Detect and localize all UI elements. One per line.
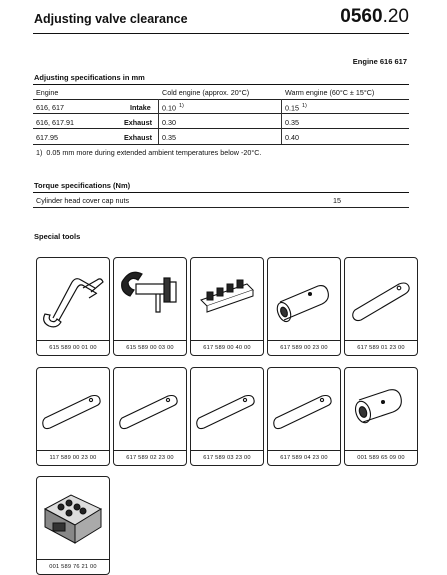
table-rule <box>33 192 409 193</box>
open-end-wrench-icon <box>116 260 184 340</box>
footnote-text: 0.05 mm more during extended ambient temperatures below -20°C. <box>46 148 262 157</box>
tool-card <box>113 257 187 356</box>
tool-card <box>344 257 418 356</box>
tool-card <box>113 367 187 466</box>
row-engine: 617.95 <box>36 133 58 142</box>
part-number: 117 589 00 23 00 <box>37 450 109 465</box>
col-header-warm: Warm engine (60°C ± 15°C) <box>285 88 375 97</box>
table-rule <box>33 99 409 100</box>
table-divider <box>281 99 282 144</box>
part-number: 617 589 00 40 00 <box>191 340 263 355</box>
part-number: 617 589 00 23 00 <box>268 340 340 355</box>
special-tools-title: Special tools <box>34 232 81 241</box>
valve-block-fixture-icon <box>193 260 261 340</box>
flat-wrench-icon <box>116 370 184 450</box>
page-code-main: 0560 <box>340 6 383 27</box>
flat-wrench-icon <box>193 370 261 450</box>
row-warm-value: 0.40 <box>285 133 299 142</box>
col-header-cold: Cold engine (approx. 20°C) <box>162 88 250 97</box>
engine-label: Engine 616 617 <box>352 57 407 66</box>
table-divider <box>158 99 159 144</box>
part-number: 617 589 01 23 00 <box>345 340 417 355</box>
tool-card <box>190 257 264 356</box>
row-cold-value: 0.30 <box>162 118 176 127</box>
page-code <box>340 6 409 28</box>
socket-icon <box>270 260 338 340</box>
header-rule <box>33 33 409 34</box>
footnote-ref: 1) <box>179 103 184 109</box>
tool-card <box>36 257 110 356</box>
torque-row-value: 15 <box>333 196 341 205</box>
row-engine: 616, 617 <box>36 103 64 112</box>
part-number: 615 589 00 01 00 <box>37 340 109 355</box>
row-warm-value <box>285 103 307 112</box>
row-engine: 616, 617.91 <box>36 118 74 127</box>
tool-card <box>344 367 418 466</box>
torque-section-title: Torque specifications (Nm) <box>34 181 131 190</box>
cold-value: 0.10 <box>162 103 176 113</box>
tool-case-icon <box>39 479 107 559</box>
flat-wrench-icon <box>270 370 338 450</box>
row-warm-value: 0.35 <box>285 118 299 127</box>
tool-card <box>267 257 341 356</box>
flat-wrench-icon <box>347 260 415 340</box>
table-rule <box>33 128 409 129</box>
row-valve: Intake <box>130 103 151 112</box>
row-valve: Exhaust <box>124 118 152 127</box>
table-rule <box>33 207 409 208</box>
adjusting-section-title: Adjusting specifications in mm <box>34 73 145 82</box>
row-cold-value: 0.35 <box>162 133 176 142</box>
footnote-mark: 1) <box>36 148 43 157</box>
table-rule <box>33 144 409 145</box>
col-header-engine: Engine <box>36 88 59 97</box>
tool-card <box>267 367 341 466</box>
double-offset-wrench-icon <box>39 260 107 340</box>
warm-value: 0.15 <box>285 103 299 113</box>
part-number: 615 589 00 03 00 <box>114 340 186 355</box>
part-number: 617 589 03 23 00 <box>191 450 263 465</box>
footnote-ref: 1) <box>302 103 307 109</box>
part-number: 001 589 65 09 00 <box>345 450 417 465</box>
page-code-sub: .20 <box>382 6 409 27</box>
row-cold-value <box>162 103 184 112</box>
part-number: 617 589 02 23 00 <box>114 450 186 465</box>
part-number: 617 589 04 23 00 <box>268 450 340 465</box>
socket-icon <box>347 370 415 450</box>
tool-card <box>36 476 110 575</box>
table-rule <box>33 113 409 114</box>
page-title: Adjusting valve clearance <box>34 12 188 26</box>
tool-card <box>190 367 264 466</box>
table-rule <box>33 84 409 85</box>
part-number: 001 589 76 21 00 <box>37 559 109 574</box>
tool-card <box>36 367 110 466</box>
row-valve: Exhaust <box>124 133 152 142</box>
flat-wrench-icon <box>39 370 107 450</box>
footnote <box>36 148 261 157</box>
torque-row-label: Cylinder head cover cap nuts <box>36 196 130 205</box>
